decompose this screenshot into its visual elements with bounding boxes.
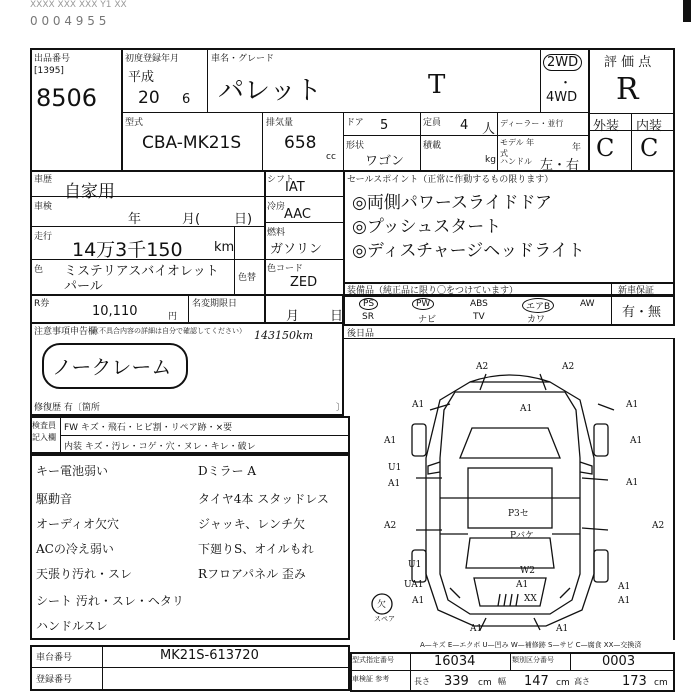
notes-sublabel: （不具合内容の詳細は自分で確認してください） (92, 327, 246, 335)
drive-4wd: 4WD (546, 90, 578, 105)
cap-value: 4 (460, 118, 469, 133)
remark-l7: ハンドルスレ (36, 619, 108, 633)
equip-airbag: エアB (522, 298, 554, 313)
dmg-mark-21: A1 (470, 624, 483, 634)
reg-era: 平成 (128, 70, 155, 85)
remark-l4: ACの冷え弱い (36, 542, 114, 556)
cat-value: 0003 (602, 654, 636, 669)
chassis-label: 車台番号 (36, 653, 73, 663)
shift-label: シフト (267, 175, 295, 185)
wid-label: 幅 (498, 677, 506, 686)
dmg-mark-17: A1 (516, 580, 529, 590)
ac-label: 冷房 (267, 202, 286, 212)
dmg-mark-22: UA1 (404, 580, 424, 590)
recycle-label: R券 (34, 299, 50, 309)
score-value: R (616, 72, 639, 107)
equip-sr: SR (362, 312, 374, 322)
inspect-label: 検査員 記入欄 (32, 421, 56, 442)
dmg-mark-11: A2 (384, 521, 397, 531)
equip-label: 装備品（純正品に限り〇をつけています） (347, 286, 519, 296)
header-faint: XXXX XXX XXX Y1 XX (30, 0, 127, 10)
dmg-mark-1: A2 (476, 362, 489, 372)
dealer-label: ディーラー・並行 (500, 119, 564, 128)
remark-r3: ジャッキ、レンチ欠 (198, 517, 305, 531)
len-value: 339 (444, 674, 469, 689)
fuel-label: 燃料 (267, 228, 286, 238)
dmg-mark-6: A1 (384, 436, 397, 446)
model-year-unit: 年 (572, 143, 582, 153)
sales-point-1: ◎両側パワースライドドア (352, 193, 552, 213)
cat-label: 類別区分番号 (512, 656, 554, 664)
model-year-label: モデル 年式 (500, 138, 535, 158)
corner-mark (683, 0, 691, 22)
shape-value: ワゴン (365, 154, 405, 169)
int-label: 内装 (636, 119, 663, 134)
lot-label: 出品番号 (34, 54, 71, 64)
km-label: 走行 (34, 232, 53, 242)
wid-value: 147 (524, 674, 549, 689)
remark-r5: Rフロアパネル 歪み (198, 567, 306, 581)
colorno-label: 色替 (238, 273, 257, 283)
disp-unit: cc (326, 152, 336, 162)
remark-l6: シート 汚れ・スレ・ヘタリ (36, 594, 184, 608)
dmg-mark-2: A2 (562, 362, 575, 372)
equip-leather: カワ (527, 315, 546, 325)
remark-l5: 天張り汚れ・スレ (36, 567, 133, 581)
remark-r4: 下廻りS、オイルもれ (198, 542, 314, 556)
remark-l1: キー電池弱い (36, 464, 109, 478)
model-label: 型式 (125, 118, 144, 128)
plate-label: 登録番号 (36, 675, 73, 685)
dmg-mark-7: A1 (630, 436, 643, 446)
model-value: CBA-MK21S (142, 133, 242, 153)
sales-point-3: ◎ディスチャージヘッドライト (352, 241, 585, 261)
len-label: 長さ (414, 677, 430, 686)
spec-label: 型式指定番号 (352, 656, 394, 664)
sales-label: セールスポイント（正常に作動するもの限ります） (347, 175, 554, 185)
colorcode-value: ZED (290, 275, 318, 290)
dmg-mark-13: P3セ (508, 509, 529, 519)
legend: A—キズ E—エクボ U—凹み W—補修跡 S—サビ C—腐食 XX—交換済 (420, 641, 642, 649)
dmg-mark-18: A1 (618, 582, 631, 592)
use-value: 自家用 (64, 182, 115, 202)
load-label: 積載 (423, 141, 442, 151)
dmg-mark-5: A1 (626, 400, 639, 410)
cap-unit: 人 (482, 122, 496, 137)
len-unit: cm (478, 678, 492, 688)
dmg-mark-9: A1 (388, 479, 401, 489)
disp-value: 658 (284, 133, 317, 153)
lot-number: 8506 (36, 84, 98, 112)
ext-score: C (596, 134, 615, 162)
km-value: 14万3千150 (72, 239, 183, 261)
lot-session: [1395] (34, 66, 64, 76)
claim-text: ノークレーム (52, 355, 172, 379)
equip-aw: AW (580, 299, 595, 309)
dmg-mark-12: A2 (652, 521, 665, 531)
km-unit: km (214, 240, 235, 255)
dmg-mark-8: U1 (388, 463, 402, 473)
car-name: パレット (218, 76, 322, 106)
rear-label: 後日品 (347, 329, 375, 339)
dims-label: 車検証 参考 (352, 675, 390, 683)
handle-label: ハンドル (500, 157, 532, 166)
warranty-value: 有・無 (622, 305, 662, 320)
title-deadline-label: 名変期限日 (192, 299, 238, 309)
remark-r2: タイヤ4本 スタッドレス (198, 492, 329, 506)
remark-l3: オーディオ欠穴 (36, 517, 120, 531)
warranty-label: 新車保証 (618, 286, 655, 296)
recycle-value: 10,110 (92, 304, 138, 319)
reg-month: 6 (182, 92, 191, 107)
drive-2wd: 2WD (543, 54, 582, 71)
shaken-month: 月( (182, 212, 201, 227)
dmg-mark-3: A1 (412, 400, 425, 410)
dmg-mark-16: U1 (408, 560, 422, 570)
car-diagram (350, 338, 675, 640)
repair-close: 〕 (336, 403, 346, 413)
inspect-int-row: 内装 キズ・汚レ・コゲ・穴・ヌレ・キレ・破レ (64, 442, 256, 452)
name-label: 車名・グレード (211, 54, 275, 64)
dmg-mark-23: XX (524, 594, 537, 604)
ac-value: AAC (284, 207, 311, 222)
wid-unit: cm (556, 678, 570, 688)
sales-point-2: ◎プッシュスタート (352, 217, 502, 237)
reg-label: 初度登録年月 (125, 54, 180, 64)
reg-year: 20 (138, 88, 160, 108)
shaken-day: 日) (234, 212, 253, 227)
hei-value: 173 (622, 674, 647, 689)
shape-label: 形状 (346, 141, 365, 151)
title-month: 月 (286, 309, 300, 324)
use-label: 車歴 (34, 175, 53, 185)
km-note: 143150km (254, 329, 314, 342)
shift-value: IAT (285, 180, 305, 195)
title-day: 日 (330, 309, 344, 324)
dmg-mark-4: A1 (520, 404, 533, 414)
dmg-mark-15: W2 (520, 566, 535, 576)
shaken-label: 車検 (34, 202, 53, 212)
load-unit: kg (485, 155, 496, 165)
dmg-mark-10: A1 (626, 478, 639, 488)
score-label: 評 価 点 (604, 55, 652, 70)
hei-label: 高さ (574, 677, 590, 686)
colorcode-label: 色コード (267, 264, 304, 274)
fuel-value: ガソリン (270, 242, 323, 257)
remark-l2: 駆動音 (36, 492, 73, 506)
int-score: C (640, 134, 659, 162)
doors-value: 5 (380, 118, 389, 133)
recycle-unit: 円 (168, 312, 178, 322)
equip-pw: PW (412, 298, 434, 310)
spare-mark: 欠 (377, 600, 387, 610)
dmg-mark-19: A1 (618, 596, 631, 606)
equip-tv: TV (473, 312, 485, 322)
repair-history: 修復歴 有〔箇所 (34, 403, 100, 413)
dmg-mark-24: A1 (556, 624, 569, 634)
equip-ps: PS (359, 298, 378, 310)
color-label: 色 (34, 265, 44, 275)
spec-value: 16034 (434, 654, 476, 669)
chassis-value: MK21S-613720 (160, 648, 259, 663)
remark-r1: Dミラー A (198, 464, 257, 478)
spare-label: スペア (374, 615, 395, 623)
disp-label: 排気量 (266, 118, 294, 128)
hei-unit: cm (654, 678, 668, 688)
shaken-year: 年 (128, 212, 142, 227)
drive-sep: ・ (559, 76, 573, 91)
dmg-mark-14: Pバケ (510, 531, 535, 541)
handle-value: 左・右 (540, 158, 580, 173)
doors-label: ドア (346, 118, 364, 128)
color-value: ミステリアスバイオレット パール (64, 264, 219, 294)
equip-abs: ABS (470, 299, 488, 309)
dmg-mark-20: A1 (412, 596, 425, 606)
equip-navi: ナビ (418, 315, 437, 325)
ext-label: 外装 (593, 119, 620, 134)
notes-label: 注意事項申告欄 (34, 327, 98, 337)
header-stamp: 0 0 0 4 9 5 5 (30, 14, 107, 28)
inspect-ext-row: FW キズ・飛石・ヒビ割・リペア跡・×要 (64, 423, 233, 433)
car-grade: T (428, 70, 446, 100)
cap-label: 定員 (423, 118, 442, 128)
